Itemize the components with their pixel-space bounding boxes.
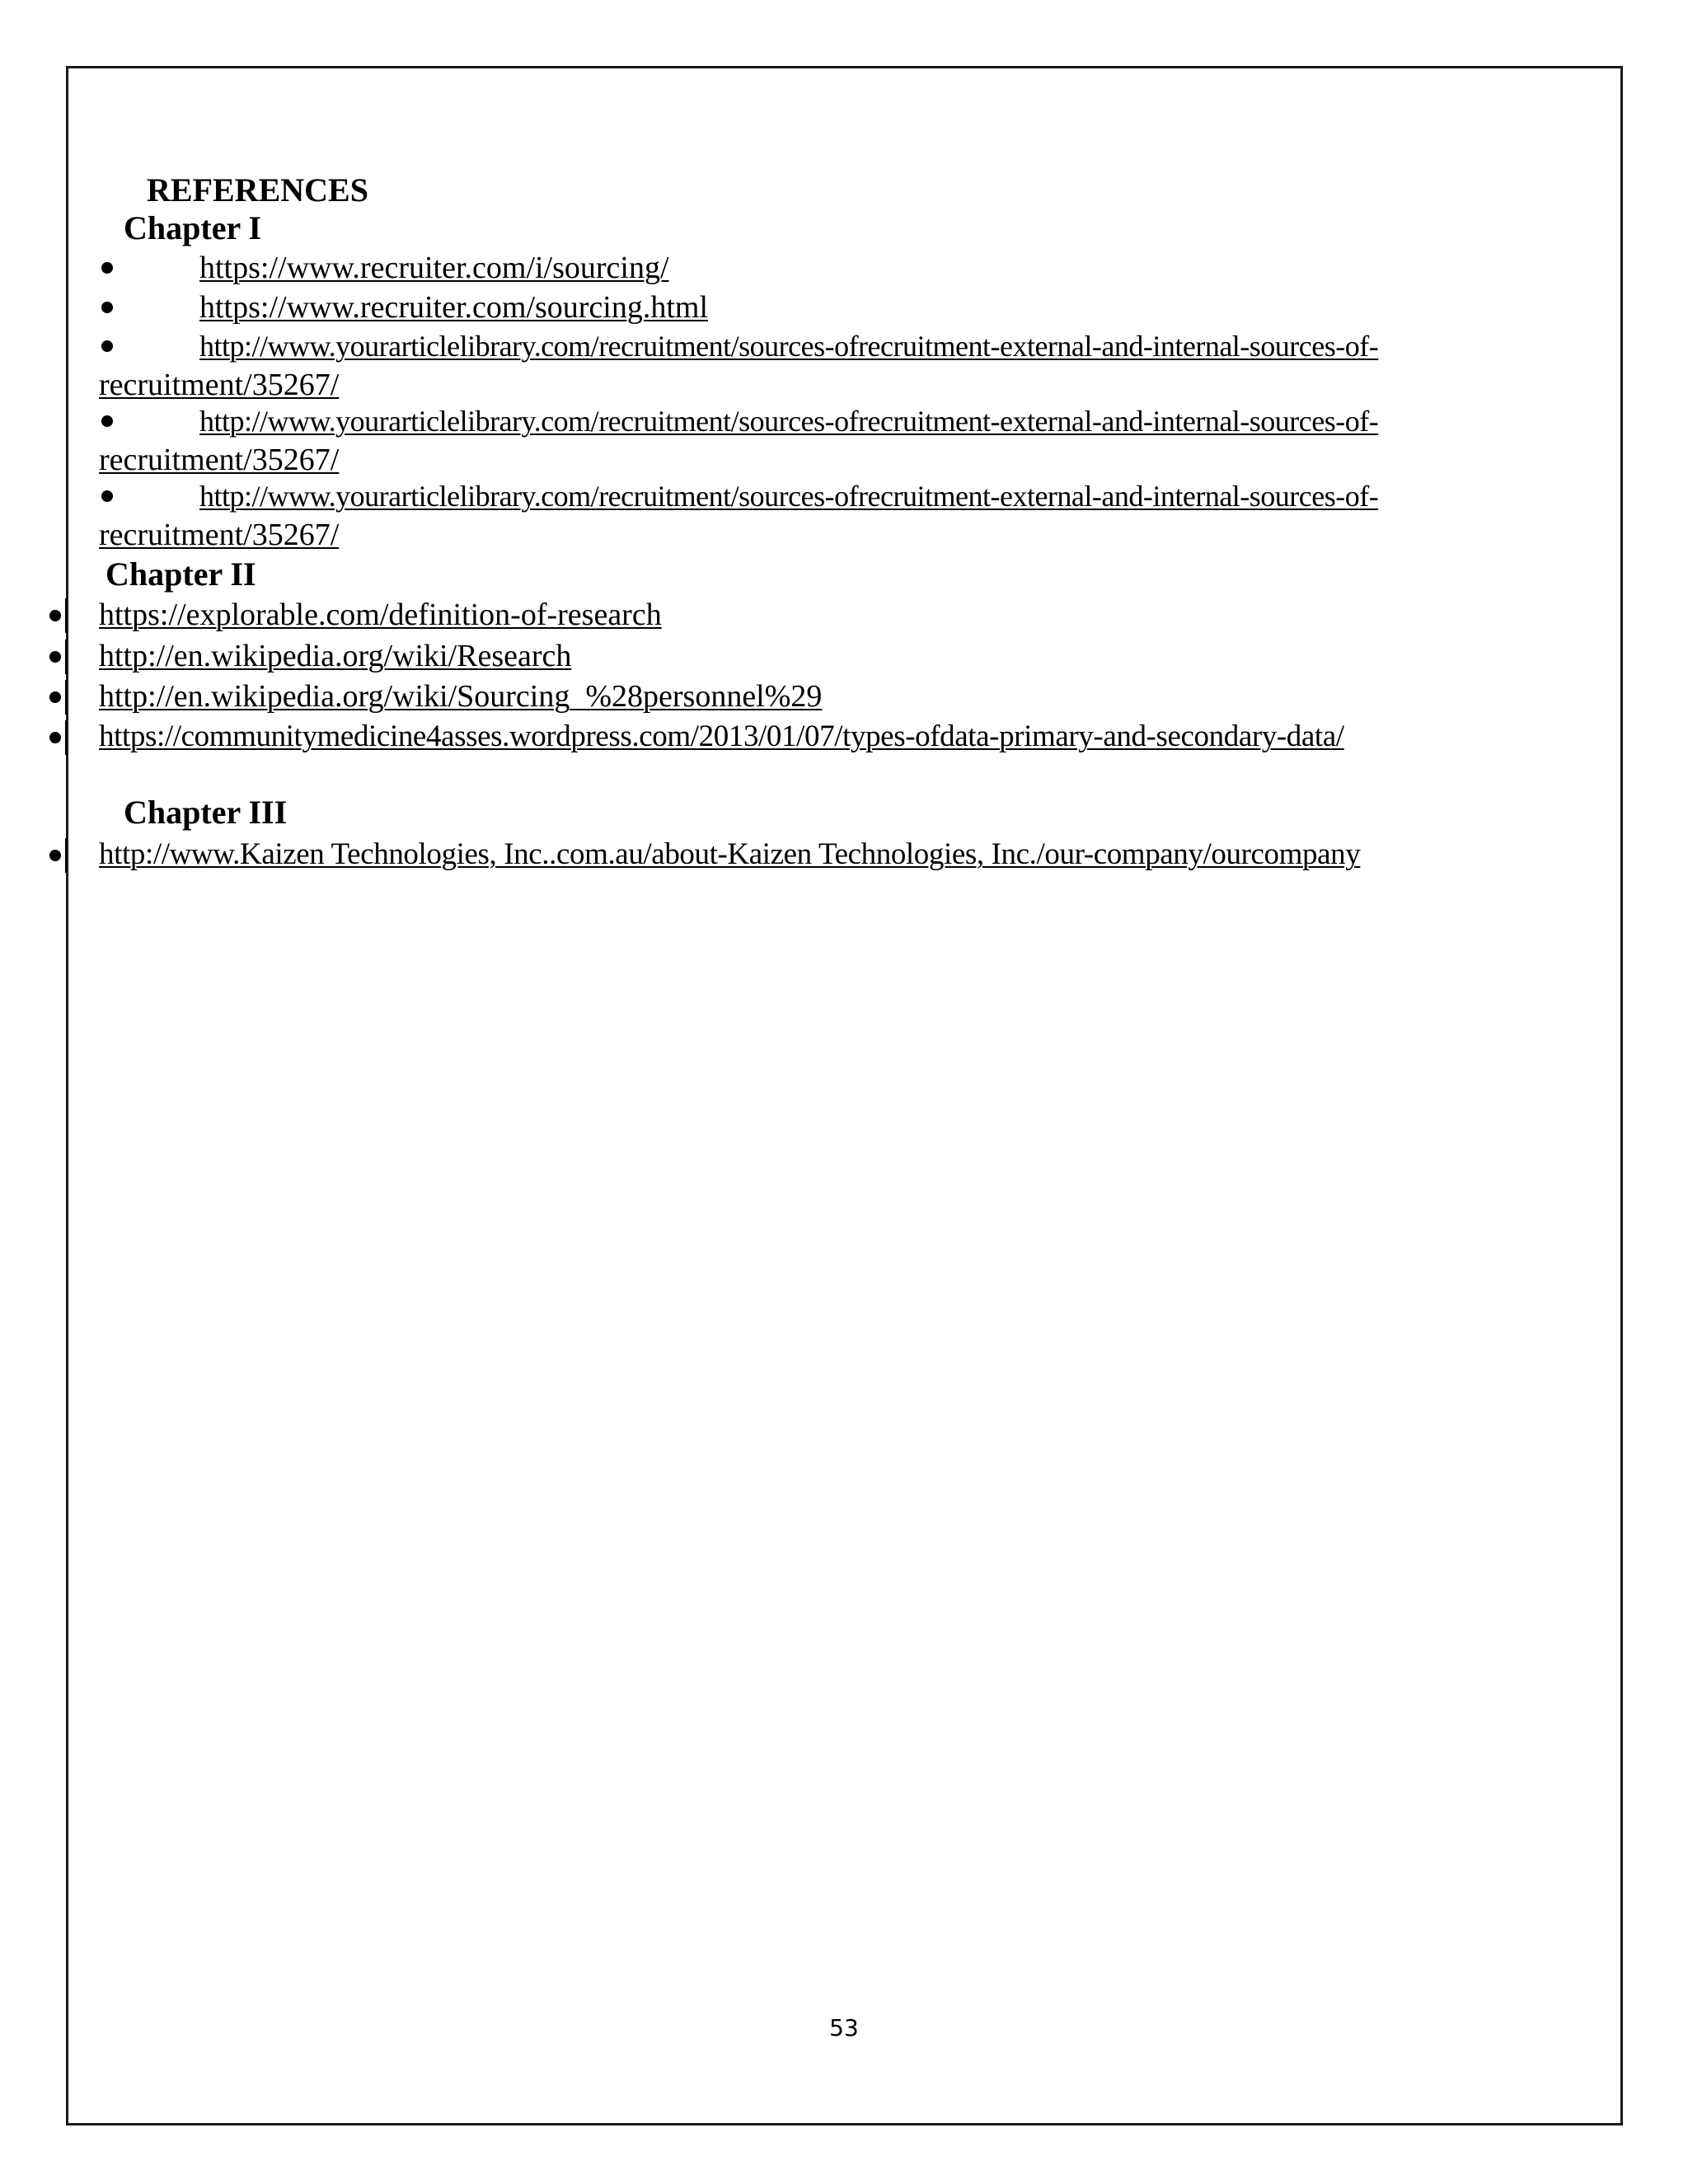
reference-link-continuation[interactable]: recruitment/35267/ bbox=[99, 368, 340, 402]
bullet-icon bbox=[101, 302, 113, 313]
bullet-icon bbox=[49, 732, 61, 743]
chapter-3-heading: Chapter III bbox=[124, 794, 288, 831]
reference-link[interactable]: https://www.recruiter.com/sourcing.html bbox=[199, 290, 709, 325]
reference-link[interactable]: http://www.yourarticlelibrary.com/recruitment/sources-ofrecruitment-external-and-internal-sources-of- bbox=[199, 480, 1379, 513]
references-title: REFERENCES bbox=[147, 171, 368, 209]
reference-link[interactable]: https://explorable.com/definition-of-research bbox=[99, 598, 662, 632]
bullet-icon bbox=[101, 262, 113, 274]
bullet-icon bbox=[49, 610, 61, 621]
bullet-icon bbox=[101, 490, 113, 502]
bullet-icon bbox=[101, 415, 113, 427]
bullet-icon bbox=[49, 850, 61, 861]
chapter-1-heading: Chapter I bbox=[124, 209, 262, 246]
reference-link[interactable]: https://communitymedicine4asses.wordpress.com/2013/01/07/types-ofdata-primary-and-secondary-data/ bbox=[99, 719, 1344, 753]
list-marker-bar bbox=[65, 720, 67, 755]
reference-link[interactable]: http://en.wikipedia.org/wiki/Research bbox=[99, 639, 572, 673]
bullet-icon bbox=[49, 651, 61, 663]
list-marker-bar bbox=[65, 680, 67, 715]
bullet-icon bbox=[49, 691, 61, 703]
reference-link-continuation[interactable]: recruitment/35267/ bbox=[99, 443, 340, 477]
reference-link[interactable]: http://www.Kaizen Technologies, Inc..com.au/about-Kaizen Technologies, Inc./our-company/ourcompany bbox=[99, 837, 1361, 871]
bullet-icon bbox=[101, 340, 113, 352]
reference-link-continuation[interactable]: recruitment/35267/ bbox=[99, 518, 340, 552]
list-marker-bar bbox=[65, 838, 67, 873]
chapter-2-heading: Chapter II bbox=[106, 555, 256, 593]
list-marker-bar bbox=[65, 598, 67, 633]
reference-link[interactable]: https://www.recruiter.com/i/sourcing/ bbox=[199, 251, 669, 285]
reference-link[interactable]: http://www.yourarticlelibrary.com/recruitment/sources-ofrecruitment-external-and-internal-sources-of- bbox=[199, 405, 1379, 438]
reference-link[interactable]: http://en.wikipedia.org/wiki/Sourcing_%28personnel%29 bbox=[99, 679, 823, 714]
page-number: 53 bbox=[829, 2014, 859, 2041]
list-marker-bar bbox=[65, 640, 67, 674]
reference-link[interactable]: http://www.yourarticlelibrary.com/recruitment/sources-ofrecruitment-external-and-internal-sources-of- bbox=[199, 330, 1379, 363]
